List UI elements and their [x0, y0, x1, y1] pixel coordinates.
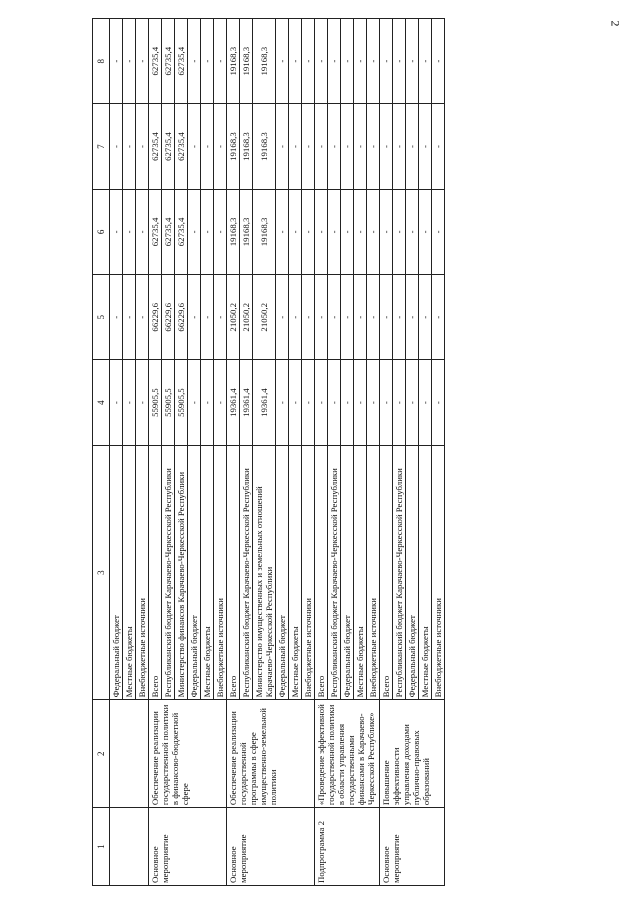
value-cell: - — [276, 189, 289, 274]
source-cell: Местные бюджеты — [289, 445, 302, 700]
value-cell: - — [393, 19, 406, 104]
value-cell: - — [110, 104, 123, 189]
value-cell: - — [393, 104, 406, 189]
value-cell: 19168,3 — [227, 19, 240, 104]
value-cell: - — [380, 104, 393, 189]
value-cell: - — [406, 19, 419, 104]
value-cell: 66229,6 — [162, 275, 175, 360]
header-cell: 7 — [93, 104, 110, 189]
value-cell: - — [419, 104, 432, 189]
table-row — [149, 19, 162, 886]
budget-table — [92, 18, 445, 886]
source-cell: Местные бюджеты — [123, 445, 136, 700]
value-cell: - — [110, 275, 123, 360]
value-cell: 19168,3 — [227, 189, 240, 274]
value-cell: - — [367, 189, 380, 274]
value-cell: - — [341, 104, 354, 189]
value-cell: - — [123, 275, 136, 360]
value-cell: - — [380, 189, 393, 274]
value-cell: - — [419, 360, 432, 445]
value-cell: - — [367, 275, 380, 360]
value-cell: 66229,6 — [175, 275, 188, 360]
source-cell: Федеральный бюджет — [276, 445, 289, 700]
value-cell: - — [136, 19, 149, 104]
value-cell: - — [419, 275, 432, 360]
value-cell: - — [289, 275, 302, 360]
value-cell: - — [214, 19, 227, 104]
value-cell: 19168,3 — [227, 104, 240, 189]
source-cell: Внебюджетные источники — [302, 445, 315, 700]
value-cell: 19168,3 — [240, 104, 253, 189]
group-type-cell: Основное мероприятие — [149, 808, 227, 886]
value-cell: - — [328, 189, 341, 274]
empty-cell — [110, 808, 149, 886]
value-cell: - — [328, 360, 341, 445]
group-type-cell: Основное мероприятие — [380, 808, 445, 886]
value-cell: - — [110, 360, 123, 445]
value-cell: 19168,3 — [253, 19, 276, 104]
value-cell: - — [136, 360, 149, 445]
value-cell: 19361,4 — [253, 360, 276, 445]
source-cell: Всего — [315, 445, 328, 700]
value-cell: 19168,3 — [253, 104, 276, 189]
source-cell: Федеральный бюджет — [341, 445, 354, 700]
value-cell: - — [315, 275, 328, 360]
source-cell: Федеральный бюджет — [188, 445, 201, 700]
page-number: 2 — [608, 20, 623, 27]
source-cell: Всего — [149, 445, 162, 700]
value-cell: - — [406, 189, 419, 274]
value-cell: 62735,4 — [175, 189, 188, 274]
value-cell: 62735,4 — [149, 104, 162, 189]
value-cell: - — [188, 189, 201, 274]
value-cell: - — [341, 19, 354, 104]
value-cell: - — [341, 360, 354, 445]
value-cell: 21050,2 — [253, 275, 276, 360]
value-cell: 19168,3 — [253, 189, 276, 274]
value-cell: - — [432, 19, 445, 104]
value-cell: - — [201, 19, 214, 104]
header-cell: 2 — [93, 700, 110, 808]
value-cell: - — [276, 360, 289, 445]
value-cell: - — [214, 360, 227, 445]
value-cell: 21050,2 — [227, 275, 240, 360]
value-cell: 66229,6 — [149, 275, 162, 360]
table-row — [315, 19, 328, 886]
value-cell: - — [367, 104, 380, 189]
source-cell: Республиканский бюджет Карачаево-Черкесской Республики — [240, 445, 253, 700]
value-cell: - — [393, 189, 406, 274]
group-type-cell: Основное мероприятие — [227, 808, 315, 886]
value-cell: 62735,4 — [162, 19, 175, 104]
value-cell: - — [432, 360, 445, 445]
value-cell: - — [341, 189, 354, 274]
table-row — [227, 19, 240, 886]
value-cell: - — [123, 104, 136, 189]
value-cell: - — [188, 104, 201, 189]
value-cell: 55905,5 — [149, 360, 162, 445]
value-cell: - — [367, 19, 380, 104]
value-cell: - — [419, 189, 432, 274]
source-cell: Республиканский бюджет Карачаево-Черкесской Республики — [393, 445, 406, 700]
source-cell: Всего — [380, 445, 393, 700]
value-cell: - — [380, 360, 393, 445]
value-cell: 62735,4 — [149, 19, 162, 104]
value-cell: 19168,3 — [240, 189, 253, 274]
table-body — [110, 19, 445, 886]
value-cell: - — [406, 360, 419, 445]
value-cell: - — [354, 275, 367, 360]
header-row — [93, 19, 110, 886]
empty-cell — [110, 700, 149, 808]
source-cell: Местные бюджеты — [201, 445, 214, 700]
value-cell: - — [123, 19, 136, 104]
value-cell: - — [289, 104, 302, 189]
value-cell: - — [201, 360, 214, 445]
value-cell: - — [289, 19, 302, 104]
value-cell: - — [188, 275, 201, 360]
source-cell: Внебюджетные источники — [367, 445, 380, 700]
group-name-cell: Обеспечение реализации государственной программы в сфере имущественно-земельной политики — [227, 700, 315, 808]
value-cell: 62735,4 — [162, 189, 175, 274]
value-cell: 55905,5 — [162, 360, 175, 445]
value-cell: - — [201, 275, 214, 360]
value-cell: - — [110, 19, 123, 104]
group-type-cell: Подпрограмма 2 — [315, 808, 380, 886]
value-cell: 55905,5 — [175, 360, 188, 445]
value-cell: - — [302, 275, 315, 360]
value-cell: - — [302, 189, 315, 274]
value-cell: - — [380, 19, 393, 104]
value-cell: - — [302, 360, 315, 445]
value-cell: - — [393, 360, 406, 445]
value-cell: - — [354, 19, 367, 104]
value-cell: 21050,2 — [240, 275, 253, 360]
value-cell: - — [328, 104, 341, 189]
value-cell: - — [315, 360, 328, 445]
value-cell: - — [289, 360, 302, 445]
value-cell: 19361,4 — [240, 360, 253, 445]
value-cell: - — [328, 19, 341, 104]
group-name-cell: Повышение эффективности управления доходами публично-правовых образований — [380, 700, 445, 808]
value-cell: - — [354, 104, 367, 189]
value-cell: 19168,3 — [240, 19, 253, 104]
value-cell: - — [419, 19, 432, 104]
source-cell: Внебюджетные источники — [214, 445, 227, 700]
header-cell: 1 — [93, 808, 110, 886]
source-cell: Республиканский бюджет Карачаево-Черкесской Республики — [328, 445, 341, 700]
source-cell: Всего — [227, 445, 240, 700]
value-cell: - — [393, 275, 406, 360]
value-cell: - — [214, 275, 227, 360]
value-cell: - — [276, 104, 289, 189]
value-cell: - — [315, 19, 328, 104]
value-cell: - — [136, 104, 149, 189]
source-cell: Внебюджетные источники — [136, 445, 149, 700]
value-cell: - — [315, 104, 328, 189]
value-cell: - — [406, 275, 419, 360]
value-cell: - — [315, 189, 328, 274]
header-cell: 3 — [93, 445, 110, 700]
value-cell: - — [354, 360, 367, 445]
rotated-page-content — [92, 18, 592, 886]
table-row — [110, 19, 123, 886]
value-cell: - — [302, 19, 315, 104]
value-cell: - — [136, 189, 149, 274]
value-cell: - — [432, 104, 445, 189]
value-cell: - — [380, 275, 393, 360]
source-cell: Федеральный бюджет — [406, 445, 419, 700]
group-name-cell: «Проведение эффективной государственной политики в области управления государственными финансами в Карачаево-Черкесской Республике» — [315, 700, 380, 808]
value-cell: - — [110, 189, 123, 274]
value-cell: 62735,4 — [149, 189, 162, 274]
table-header — [93, 19, 110, 886]
header-cell: 8 — [93, 19, 110, 104]
value-cell: 62735,4 — [175, 19, 188, 104]
value-cell: - — [214, 189, 227, 274]
source-cell: Внебюджетные источники — [432, 445, 445, 700]
value-cell: - — [201, 104, 214, 189]
value-cell: - — [276, 19, 289, 104]
source-cell: Министерство финансов Карачаево-Черкесской Республики — [175, 445, 188, 700]
value-cell: - — [341, 275, 354, 360]
value-cell: 19361,4 — [227, 360, 240, 445]
value-cell: 62735,4 — [162, 104, 175, 189]
header-cell: 4 — [93, 360, 110, 445]
header-cell: 5 — [93, 275, 110, 360]
value-cell: - — [201, 189, 214, 274]
value-cell: - — [406, 104, 419, 189]
value-cell: - — [123, 189, 136, 274]
value-cell: - — [367, 360, 380, 445]
table-row — [380, 19, 393, 886]
value-cell: - — [136, 275, 149, 360]
source-cell: Местные бюджеты — [354, 445, 367, 700]
value-cell: - — [188, 360, 201, 445]
source-cell: Республиканский бюджет Карачаево-Черкесской Республики — [162, 445, 175, 700]
value-cell: 62735,4 — [175, 104, 188, 189]
header-cell: 6 — [93, 189, 110, 274]
value-cell: - — [123, 360, 136, 445]
source-cell: Министерство имущественных и земельных отношений Карачаево-Черкесской Республики — [253, 445, 276, 700]
value-cell: - — [328, 275, 341, 360]
source-cell: Местные бюджеты — [419, 445, 432, 700]
value-cell: - — [432, 275, 445, 360]
source-cell: Федеральный бюджет — [110, 445, 123, 700]
value-cell: - — [214, 104, 227, 189]
value-cell: - — [432, 189, 445, 274]
group-name-cell: Обеспечение реализации государственной политики в финансово-бюджетной сфере — [149, 700, 227, 808]
value-cell: - — [354, 189, 367, 274]
value-cell: - — [276, 275, 289, 360]
value-cell: - — [289, 189, 302, 274]
value-cell: - — [302, 104, 315, 189]
value-cell: - — [188, 19, 201, 104]
